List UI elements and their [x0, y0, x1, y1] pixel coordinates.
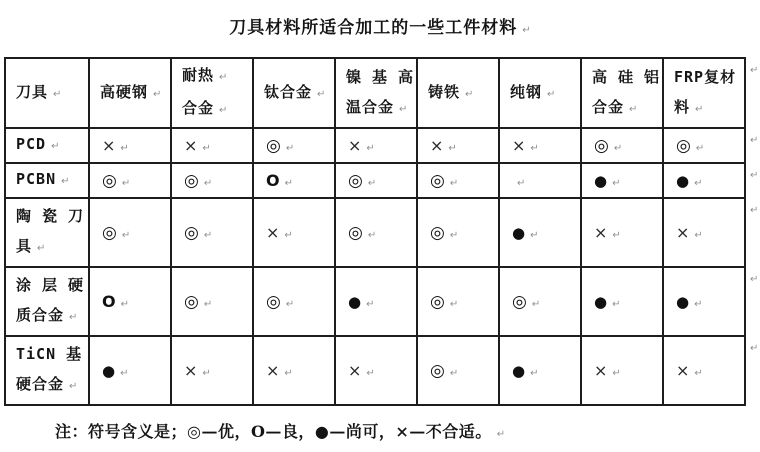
rating-cell: [171, 267, 253, 336]
rating-cell: [335, 267, 417, 336]
row-label: PCBN ↵: [5, 163, 89, 198]
rating-cell: [253, 198, 335, 267]
rating-cell: [335, 128, 417, 163]
paragraph-mark-icon: ↵: [448, 143, 457, 154]
paragraph-mark-icon: ↵: [202, 143, 211, 154]
rating-cell: [89, 163, 171, 198]
row-end-mark-icon: ↵: [750, 135, 759, 146]
rating-cell: [335, 198, 417, 267]
rating-symbol: ×: [676, 361, 690, 380]
column-header-high-silicon-aluminum: 高 硅 铝 合金 ↵: [581, 58, 663, 128]
column-header-heat-resistant-alloy: 耐热 ↵ 合金 ↵: [171, 58, 253, 128]
paragraph-mark-icon: ↵: [694, 298, 703, 310]
rating-symbol: ◎: [430, 291, 445, 312]
paragraph-mark-icon: ↵: [522, 25, 531, 36]
rating-symbol: ×: [266, 361, 280, 380]
column-header-high-hard-steel: 高硬钢 ↵: [89, 58, 171, 128]
rating-symbol: ◎: [676, 135, 691, 156]
rating-symbol: ●: [512, 223, 526, 242]
paragraph-mark-icon: ↵: [449, 177, 459, 189]
document-title: [0, 0, 760, 43]
rating-cell: [335, 163, 417, 198]
rating-symbol: ×: [348, 361, 362, 380]
rating-cell: [171, 163, 253, 198]
rating-cell: [89, 267, 171, 336]
paragraph-mark-icon: ↵: [120, 367, 129, 379]
rating-cell: [581, 267, 663, 336]
rating-cell: [253, 336, 335, 405]
rating-symbol: ◎: [348, 170, 363, 191]
rating-cell: [499, 267, 581, 336]
paragraph-mark-icon: ↵: [530, 229, 539, 241]
rating-symbol: ◎: [184, 222, 199, 243]
rating-symbol: O: [102, 292, 116, 311]
paragraph-mark-icon: ↵: [694, 368, 703, 379]
paragraph-mark-icon: ↵: [285, 298, 295, 310]
paragraph-mark-icon: ↵: [219, 105, 228, 116]
paragraph-mark-icon: ↵: [284, 368, 293, 379]
column-header-cast-iron: 铸铁 ↵: [417, 58, 499, 128]
paragraph-mark-icon: ↵: [367, 229, 377, 241]
table-row-pcd: [5, 128, 745, 163]
paragraph-mark-icon: ↵: [69, 312, 78, 323]
paragraph-mark-icon: ↵: [694, 230, 703, 241]
paragraph-mark-icon: ↵: [53, 88, 62, 100]
row-end-mark-icon: ↵: [750, 274, 759, 285]
table-row-ticn-carbide: [5, 336, 745, 405]
rating-cell: [417, 128, 499, 163]
column-header-frp-composite: FRP复材 料 ↵: [663, 58, 745, 128]
row-label: 陶 瓷 刀 具 ↵: [5, 198, 89, 267]
paragraph-mark-icon: ↵: [366, 298, 375, 310]
rating-symbol: ×: [266, 223, 280, 242]
table-row-ceramic-tool: [5, 198, 745, 267]
rating-symbol: ×: [430, 136, 444, 155]
rating-symbol: ×: [512, 136, 526, 155]
paragraph-mark-icon: ↵: [517, 177, 526, 189]
row-end-mark-icon: ↵: [750, 170, 759, 181]
rating-cell: [171, 198, 253, 267]
row-label: 涂 层 硬 质合金 ↵: [5, 267, 89, 336]
paragraph-mark-icon: ↵: [695, 142, 705, 154]
paragraph-mark-icon: ↵: [203, 229, 213, 241]
paragraph-mark-icon: ↵: [613, 142, 623, 154]
table-container: [4, 57, 758, 406]
column-header-tool: 刀具 ↵: [5, 58, 89, 128]
rating-symbol: ◎: [102, 170, 117, 191]
rating-cell: [89, 198, 171, 267]
column-header-nickel-superalloy: 镍 基 高 温合金 ↵: [335, 58, 417, 128]
rating-symbol: ●: [676, 292, 690, 311]
paragraph-mark-icon: ↵: [449, 298, 459, 310]
rating-cell: [663, 163, 745, 198]
paragraph-mark-icon: ↵: [37, 243, 46, 254]
rating-symbol: ◎: [430, 170, 445, 191]
rating-cell: [417, 336, 499, 405]
rating-cell: [89, 336, 171, 405]
paragraph-mark-icon: ↵: [219, 72, 228, 83]
paragraph-mark-icon: ↵: [61, 176, 70, 187]
rating-symbol: ◎: [512, 291, 527, 312]
paragraph-mark-icon: ↵: [51, 141, 60, 152]
rating-cell: [417, 163, 499, 198]
rating-cell: [253, 128, 335, 163]
table-row-pcbn: [5, 163, 745, 198]
paragraph-mark-icon: ↵: [531, 298, 541, 310]
paragraph-mark-icon: ↵: [694, 177, 703, 189]
rating-symbol: ×: [184, 136, 198, 155]
table-row-coated-carbide: [5, 267, 745, 336]
rating-symbol: ◎: [266, 291, 281, 312]
rating-symbol: ×: [184, 361, 198, 380]
rating-cell: [499, 336, 581, 405]
rating-symbol: ◎: [430, 222, 445, 243]
rating-cell: [335, 336, 417, 405]
paragraph-mark-icon: ↵: [612, 230, 621, 241]
column-header-titanium-alloy: 钛合金 ↵: [253, 58, 335, 128]
rating-cell: [171, 128, 253, 163]
rating-cell: [499, 128, 581, 163]
rating-cell: [581, 336, 663, 405]
footnote-text: 注：符号含义是；◎—优，O—良，●—尚可，×—不合适。: [55, 422, 492, 441]
paragraph-mark-icon: ↵: [121, 177, 131, 189]
paragraph-mark-icon: ↵: [366, 143, 375, 154]
paragraph-mark-icon: ↵: [284, 230, 293, 241]
paragraph-mark-icon: ↵: [547, 88, 556, 100]
title-text: 刀具材料所适合加工的一些工件材料: [229, 18, 518, 38]
row-label: PCD ↵: [5, 128, 89, 163]
rating-symbol: ●: [594, 292, 608, 311]
paragraph-mark-icon: ↵: [153, 88, 162, 100]
rating-cell: [89, 128, 171, 163]
rating-cell: [499, 198, 581, 267]
row-end-mark-icon: ↵: [750, 205, 759, 216]
column-header-pure-steel: 纯钢 ↵: [499, 58, 581, 128]
paragraph-mark-icon: ↵: [121, 229, 131, 241]
rating-symbol: ●: [676, 171, 690, 190]
paragraph-mark-icon: ↵: [612, 368, 621, 379]
row-label: TiCN 基 硬合金 ↵: [5, 336, 89, 405]
paragraph-mark-icon: ↵: [202, 368, 211, 379]
paragraph-mark-icon: ↵: [465, 88, 474, 100]
paragraph-mark-icon: ↵: [612, 298, 621, 310]
rating-symbol: ×: [348, 136, 362, 155]
rating-symbol: ●: [594, 171, 608, 190]
rating-symbol: ◎: [184, 291, 199, 312]
paragraph-mark-icon: ↵: [284, 178, 293, 189]
paragraph-mark-icon: ↵: [612, 177, 621, 189]
row-end-mark-icon: ↵: [750, 65, 759, 76]
rating-cell: [581, 128, 663, 163]
rating-cell: [663, 198, 745, 267]
rating-cell: [171, 336, 253, 405]
rating-symbol: ×: [594, 223, 608, 242]
rating-cell: [581, 198, 663, 267]
paragraph-mark-icon: ↵: [399, 103, 408, 115]
rating-cell: [253, 163, 335, 198]
paragraph-mark-icon: ↵: [120, 299, 129, 310]
rating-cell: [417, 267, 499, 336]
paragraph-mark-icon: ↵: [530, 367, 539, 379]
rating-symbol: ◎: [266, 135, 281, 156]
paragraph-mark-icon: ↵: [496, 429, 506, 440]
rating-symbol: O: [266, 171, 280, 190]
rating-cell: [417, 198, 499, 267]
paragraph-mark-icon: ↵: [367, 177, 377, 189]
rating-symbol: ●: [348, 292, 362, 311]
rating-symbol: ◎: [430, 360, 445, 381]
footnote: [55, 421, 760, 446]
paragraph-mark-icon: ↵: [530, 143, 539, 154]
row-end-mark-icon: ↵: [750, 343, 759, 354]
paragraph-mark-icon: ↵: [203, 298, 213, 310]
paragraph-mark-icon: ↵: [449, 229, 459, 241]
rating-symbol: ×: [594, 361, 608, 380]
paragraph-mark-icon: ↵: [449, 367, 459, 379]
rating-cell: [499, 163, 581, 198]
rating-symbol: ◎: [184, 170, 199, 191]
rating-symbol: ●: [102, 361, 116, 380]
paragraph-mark-icon: ↵: [629, 103, 638, 115]
paragraph-mark-icon: ↵: [317, 88, 326, 100]
paragraph-mark-icon: ↵: [366, 368, 375, 379]
paragraph-mark-icon: ↵: [69, 381, 78, 392]
paragraph-mark-icon: ↵: [695, 103, 704, 115]
rating-cell: [663, 336, 745, 405]
rating-symbol: ◎: [102, 222, 117, 243]
rating-cell: [663, 128, 745, 163]
rating-symbol: ◎: [348, 222, 363, 243]
rating-symbol: ×: [676, 223, 690, 242]
rating-cell: [253, 267, 335, 336]
paragraph-mark-icon: ↵: [120, 143, 129, 154]
rating-symbol: ●: [512, 361, 526, 380]
rating-cell: [663, 267, 745, 336]
tool-materials-table: [4, 57, 746, 406]
paragraph-mark-icon: ↵: [285, 142, 295, 154]
rating-symbol: ◎: [594, 135, 609, 156]
rating-cell: [581, 163, 663, 198]
rating-symbol: ×: [102, 136, 116, 155]
paragraph-mark-icon: ↵: [203, 177, 213, 189]
